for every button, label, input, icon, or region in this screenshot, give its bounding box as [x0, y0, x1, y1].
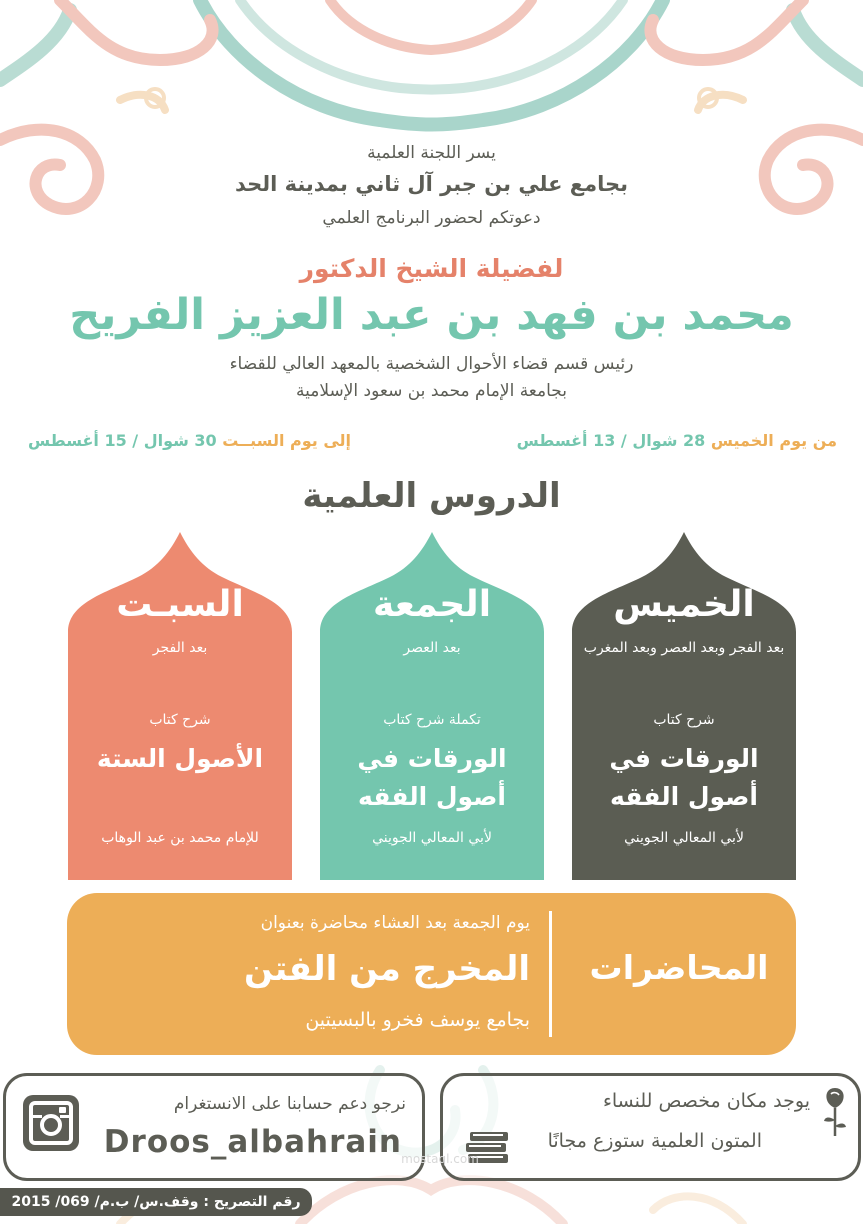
- watermark: mostaql.com: [401, 1152, 479, 1166]
- permit-number: رقم التصريح : وقف.س/ ب.م/ 069/ 2015: [0, 1188, 312, 1216]
- date-from: [517, 431, 837, 450]
- intro-invitation: دعوتكم لحضور البرنامج العلمي: [322, 208, 541, 228]
- lectures-label: المحاضرات: [589, 948, 769, 987]
- lectures-divider: [549, 911, 552, 1037]
- info-panel-instagram: [3, 1073, 425, 1181]
- sheikh-role-line1: رئيس قسم قضاء الأحوال الشخصية بالمعهد العالي للقضاء: [229, 354, 634, 374]
- sheikh-name: محمد بن فهد بن عبد العزيز الفريح: [69, 290, 794, 340]
- date-to-label: إلى يوم السبــت: [222, 431, 352, 450]
- card-day: السبـت: [116, 584, 244, 625]
- date-to: [28, 431, 351, 450]
- instagram-call-text: نرجو دعم حسابنا على الانستغرام: [173, 1094, 406, 1114]
- card-book-title: الورقات في أصول الفقه: [357, 744, 507, 811]
- sheikh-title: لفضيلة الشيخ الدكتور: [299, 254, 564, 283]
- card-book-intro: شرح كتاب: [653, 712, 715, 728]
- info-panel-notices: [440, 1073, 861, 1181]
- sheikh-role-line2: بجامعة الإمام محمد بن سعود الإسلامية: [295, 381, 567, 401]
- date-from-value: 28 شوال / 13 أغسطس: [516, 431, 706, 450]
- lessons-heading: الدروس العلمية: [302, 476, 561, 516]
- women-space-notice: يوجد مكان مخصص للنساء: [602, 1090, 810, 1112]
- lesson-card-saturday: [68, 532, 292, 880]
- instagram-icon[interactable]: [22, 1094, 80, 1152]
- free-books-notice: المتون العلمية ستوزع مجانًا: [547, 1130, 762, 1152]
- lectures-box: [67, 893, 796, 1055]
- card-day: الخميس: [613, 584, 755, 625]
- intro-organizer: يسر اللجنة العلمية: [367, 143, 496, 163]
- date-from-label: من يوم الخميس: [710, 431, 837, 450]
- rose-icon: [820, 1084, 850, 1138]
- intro-mosque: بجامع علي بن جبر آل ثاني بمدينة الحد: [234, 172, 629, 196]
- card-author: للإمام محمد بن عبد الوهاب: [101, 830, 259, 846]
- lecture-title: المخرج من الفتن: [243, 949, 530, 989]
- lesson-card-thursday: [572, 532, 796, 880]
- instagram-handle[interactable]: Droos_albahrain: [103, 1124, 402, 1160]
- card-author: لأبي المعالي الجويني: [624, 830, 744, 846]
- lecture-intro: يوم الجمعة بعد العشاء محاضرة بعنوان: [260, 913, 530, 933]
- date-to-value: 30 شوال / 15 أغسطس: [28, 431, 217, 450]
- lecture-venue: بجامع يوسف فخرو بالبسيتين: [305, 1009, 530, 1031]
- card-author: لأبي المعالي الجويني: [372, 830, 492, 846]
- card-time: بعد العصر: [403, 640, 461, 656]
- top-ornament: [0, 0, 863, 240]
- card-day: الجمعة: [372, 584, 492, 625]
- card-time: بعد الفجر وبعد العصر وبعد المغرب: [583, 640, 785, 656]
- card-book-title: الأصول الستة: [96, 744, 264, 773]
- lesson-card-friday: [320, 532, 544, 880]
- card-book-title: الورقات في أصول الفقه: [609, 744, 759, 811]
- card-book-intro: تكملة شرح كتاب: [383, 712, 481, 728]
- card-time: بعد الفجر: [152, 640, 208, 656]
- card-book-intro: شرح كتاب: [149, 712, 211, 728]
